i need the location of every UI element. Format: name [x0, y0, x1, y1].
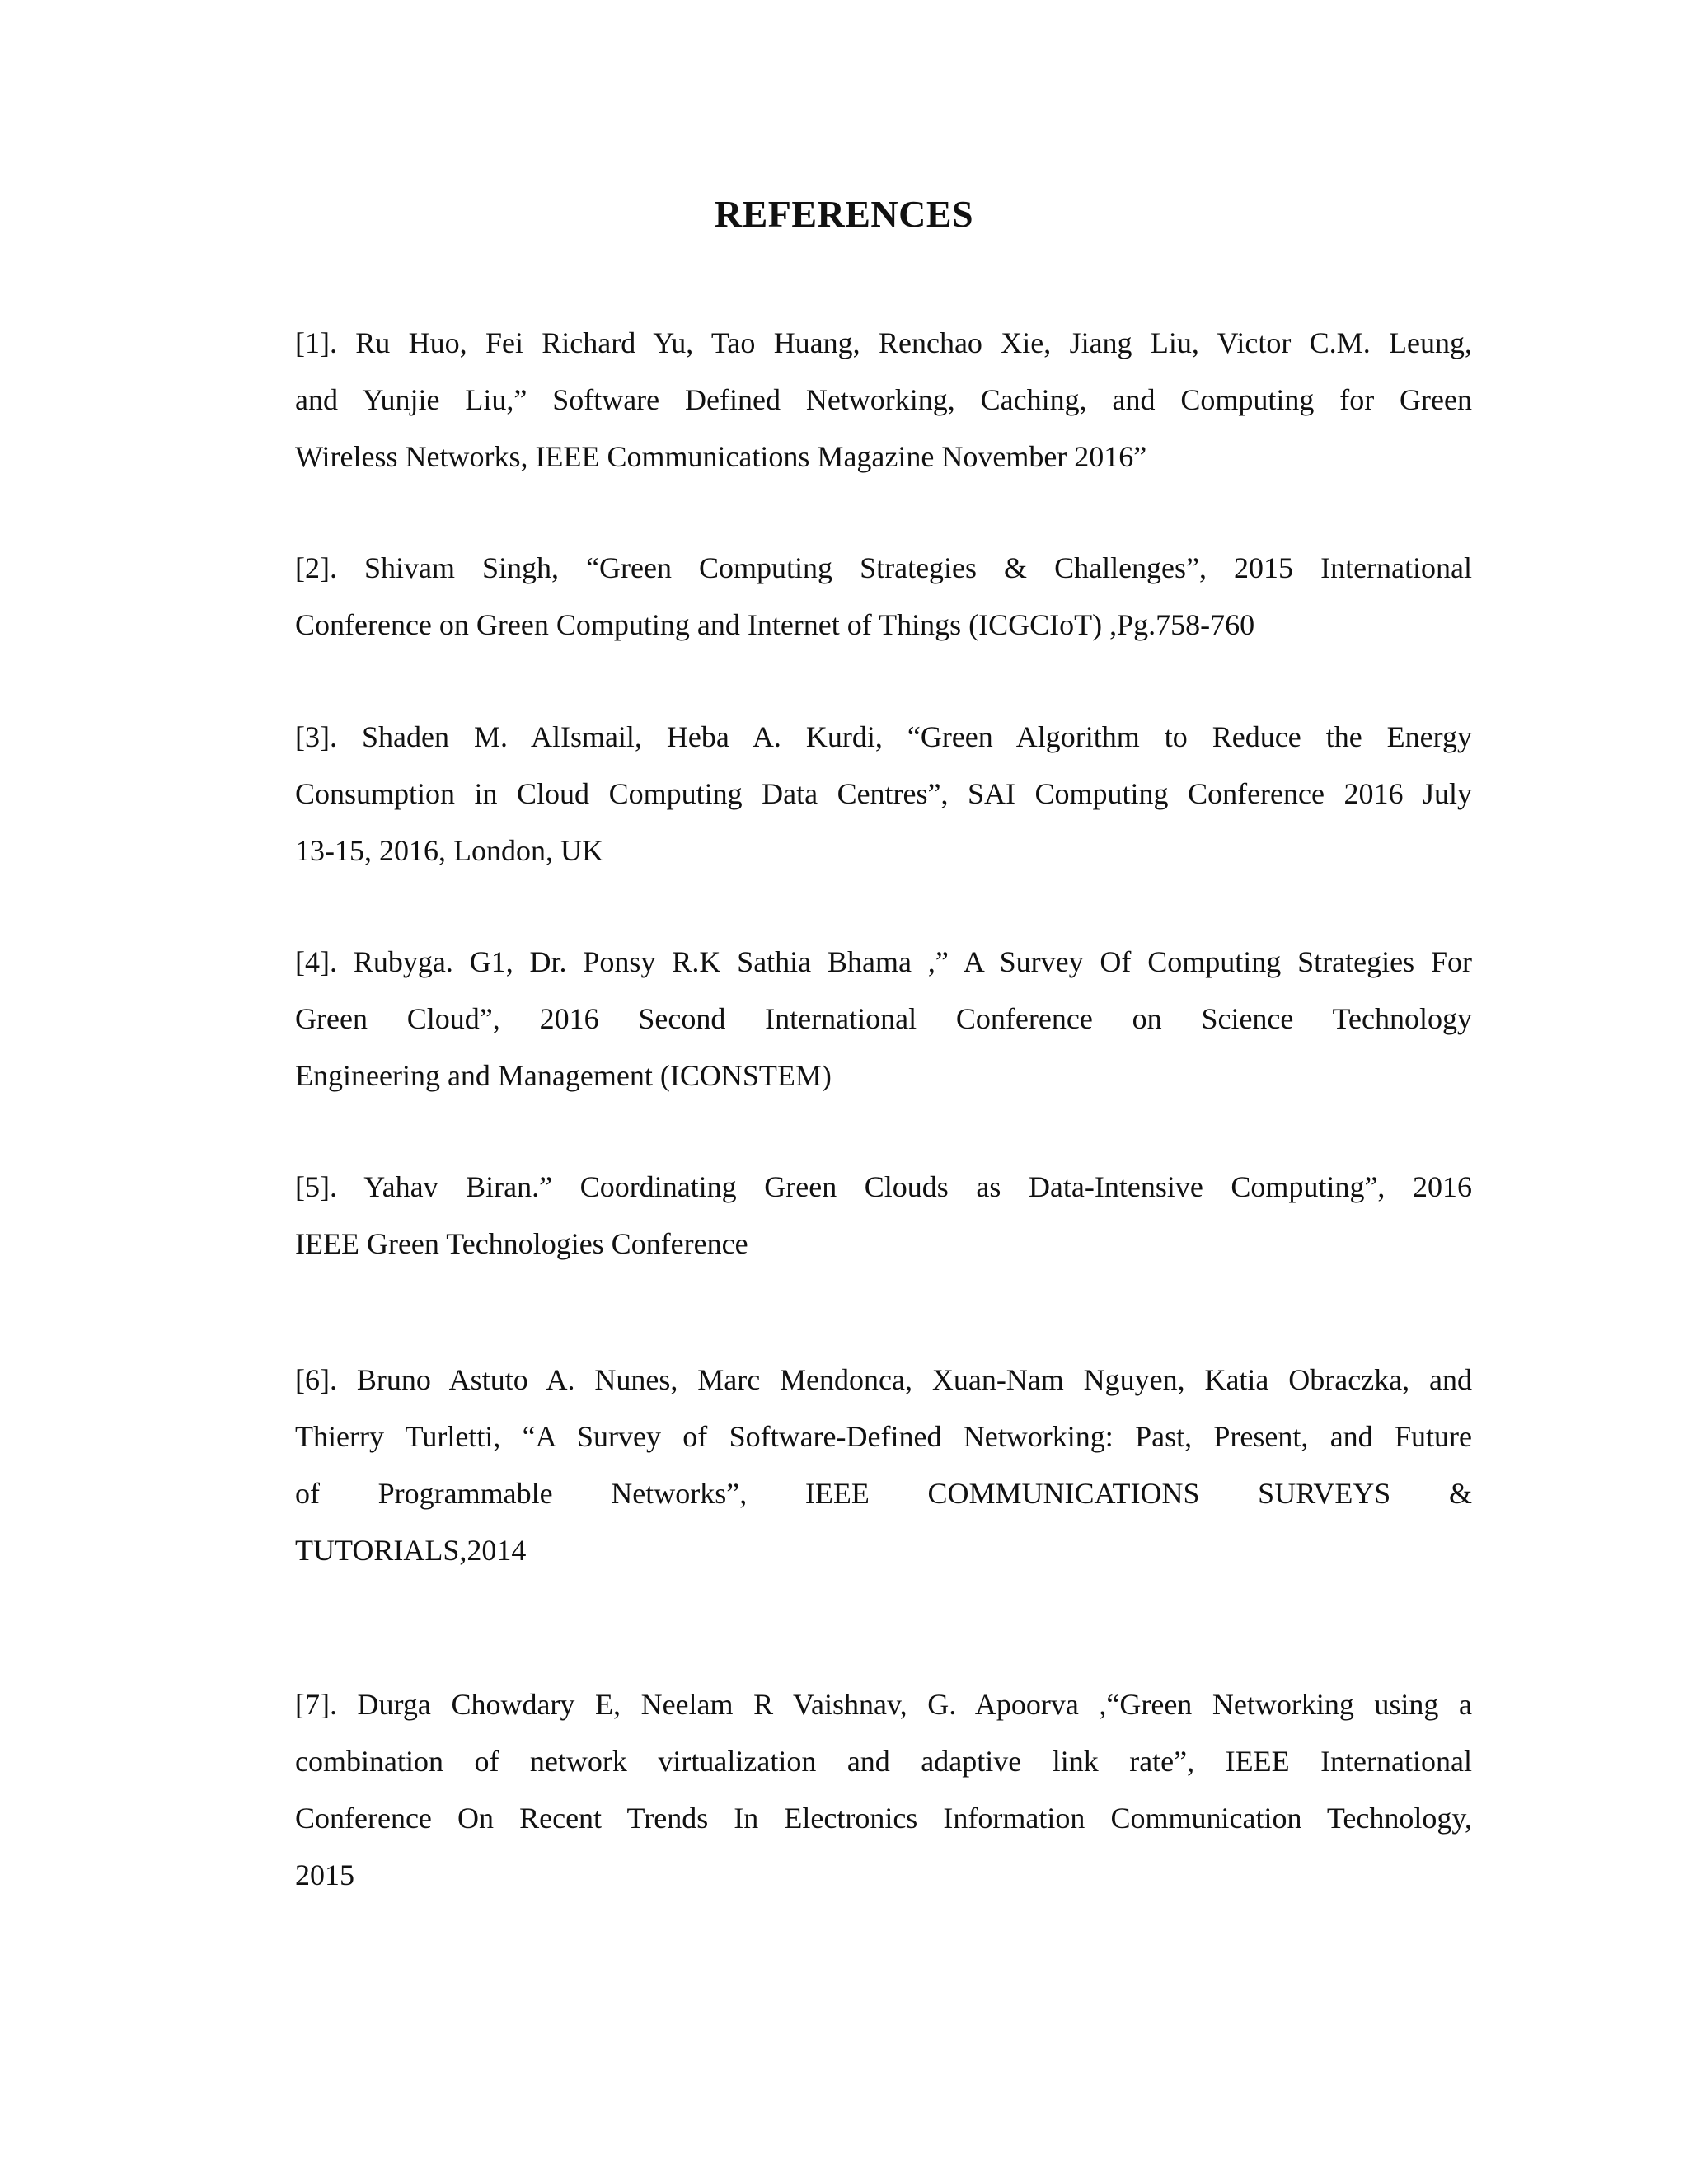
reference-line: [4]. Rubyga. G1, Dr. Ponsy R.K Sathia Bhama ,” A Survey Of Computing Strategies For: [295, 945, 1472, 978]
reference-5: [295, 1159, 1472, 1272]
reference-line: Conference On Recent Trends In Electronics Information Communication Technology,: [295, 1802, 1472, 1835]
reference-3: [295, 709, 1472, 879]
reference-line: [6]. Bruno Astuto A. Nunes, Marc Mendonca, Xuan-Nam Nguyen, Katia Obraczka, and: [295, 1363, 1472, 1396]
reference-line: [2]. Shivam Singh, “Green Computing Strategies & Challenges”, 2015 International: [295, 551, 1472, 584]
reference-line: TUTORIALS,2014: [295, 1534, 527, 1567]
reference-line: Thierry Turletti, “A Survey of Software-Defined Networking: Past, Present, and Future: [295, 1420, 1472, 1453]
reference-6: [295, 1352, 1472, 1579]
page-title: REFERENCES: [714, 193, 974, 235]
reference-line: 2015: [295, 1858, 354, 1891]
reference-line: of Programmable Networks”, IEEE COMMUNICATIONS SURVEYS &: [295, 1477, 1472, 1510]
reference-4: [295, 934, 1472, 1104]
reference-7: [295, 1676, 1472, 1904]
reference-line: IEEE Green Technologies Conference: [295, 1227, 748, 1260]
reference-line: and Yunjie Liu,” Software Defined Networking, Caching, and Computing for Green: [295, 383, 1472, 416]
reference-line: [1]. Ru Huo, Fei Richard Yu, Tao Huang, Renchao Xie, Jiang Liu, Victor C.M. Leung,: [295, 326, 1472, 359]
reference-1: [295, 315, 1472, 485]
reference-line: [5]. Yahav Biran.” Coordinating Green Clouds as Data-Intensive Computing”, 2016: [295, 1170, 1472, 1203]
reference-2: [295, 540, 1472, 654]
reference-line: 13-15, 2016, London, UK: [295, 834, 603, 867]
reference-line: Conference on Green Computing and Internet of Things (ICGCIoT) ,Pg.758-760: [295, 608, 1255, 641]
reference-line: [3]. Shaden M. AlIsmail, Heba A. Kurdi, “Green Algorithm to Reduce the Energy: [295, 720, 1472, 753]
reference-line: Green Cloud”, 2016 Second International Conference on Science Technology: [295, 1002, 1472, 1035]
reference-line: Engineering and Management (ICONSTEM): [295, 1059, 832, 1092]
reference-line: Consumption in Cloud Computing Data Centres”, SAI Computing Conference 2016 July: [295, 777, 1472, 810]
reference-line: combination of network virtualization and adaptive link rate”, IEEE International: [295, 1745, 1472, 1778]
reference-line: Wireless Networks, IEEE Communications Magazine November 2016”: [295, 440, 1147, 473]
reference-line: [7]. Durga Chowdary E, Neelam R Vaishnav, G. Apoorva ,“Green Networking using a: [295, 1688, 1472, 1721]
